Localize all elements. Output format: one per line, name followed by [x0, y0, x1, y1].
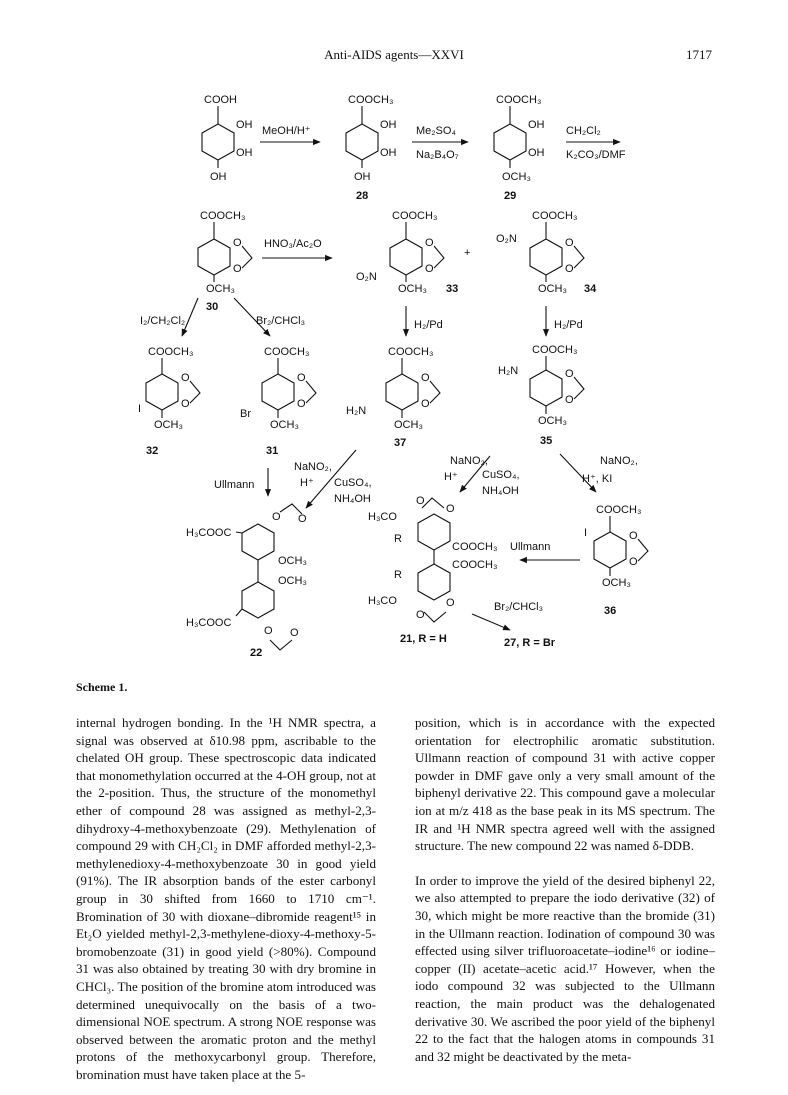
svg-text:O: O — [181, 372, 190, 384]
svg-text:O: O — [425, 237, 434, 249]
reagent-me2so4: Me₂SO₄ — [416, 125, 456, 137]
svg-text:OH: OH — [236, 119, 253, 131]
label-30: 30 — [206, 301, 219, 313]
svg-text:H⁺: H⁺ — [444, 471, 458, 483]
svg-text:OH: OH — [354, 171, 371, 183]
svg-text:O₂N: O₂N — [356, 271, 377, 283]
svg-text:O: O — [181, 398, 190, 410]
svg-text:NaNO₂,: NaNO₂, — [294, 461, 332, 473]
compound-36 — [584, 504, 648, 617]
arrow-bromination-2 — [472, 614, 510, 630]
svg-text:O: O — [425, 263, 434, 275]
label-34: 34 — [584, 283, 597, 295]
compound-32 — [138, 346, 200, 457]
reagent-hno3: HNO₃/Ac₂O — [264, 238, 322, 250]
label-28: 28 — [356, 190, 369, 202]
label-27: 27, R = Br — [504, 637, 556, 649]
svg-text:OCH₃: OCH₃ — [278, 555, 307, 567]
svg-text:R: R — [394, 569, 402, 581]
svg-text:COOCH₃: COOCH₃ — [200, 210, 246, 222]
reagent-ullmann-1: Ullmann — [214, 479, 255, 491]
left-paragraph: internal hydrogen bonding. In the ¹H NMR spectra, a signal was observed at δ10.98 ppm, ascribable to the chelated OH group. These spectroscopic data indicated that monomethylation occurred at the 4-OH group, not at the 2-position. Thus, the structure of the monomethyl ether of compound 28 was assigned as methyl-2,3-dihydroxy-4-methoxybenzoate (29). Methylenation of compound 29 with CH₂Cl₂ in DMF afforded methyl-2,3-methylenedioxy-4-methoxybenzoate 30 in good yield (91%). The IR absorption bands of the ester carbonyl group in 30 shifted from 1660 to 1710 cm⁻¹. Bromination of 30 with dioxane–dibromide reagent¹⁵ in Et₂O yielded methyl-2,3-methylene-dioxy-4-methoxy-5-bromobenzoate (31) in good yield (>80%). Compound 31 was also obtained by treating 30 with dry bromine in CHCl₃. The position of the bromine atom introduced was determined unequivocally on the basis of a two-dimensional NOE spectrum. A strong NOE response was observed between the aromatic proton and the methyl protons of the methoxycarbonyl group. Therefore, bromination must have taken place at the 5- — [76, 715, 376, 1082]
svg-text:H⁺: H⁺ — [300, 477, 314, 489]
svg-text:COOCH₃: COOCH₃ — [392, 210, 438, 222]
svg-text:O: O — [629, 556, 638, 568]
svg-text:O: O — [297, 372, 306, 384]
label-31: 31 — [266, 445, 279, 457]
svg-text:COOCH₃: COOCH₃ — [264, 346, 310, 358]
compound-29 — [494, 94, 545, 202]
svg-text:H₂N: H₂N — [346, 405, 367, 417]
compound-30 — [198, 210, 252, 313]
svg-text:R: R — [394, 533, 402, 545]
label-21: 21, R = H — [400, 633, 447, 645]
svg-text:OCH₃: OCH₃ — [538, 283, 567, 295]
reagent-br2-2: Br₂/CHCl₃ — [494, 601, 544, 613]
right-paragraph-2: In order to improve the yield of the desired biphenyl 22, we also attempted to prepare the iodo derivative (32) of 30, which might be more reactive than the bromide (31) in the Ullmann reaction. Iodination of compound 30 was effected using silver trifluoroacetate–iodine¹⁶ or iodine–copper (II) acetate–acetic acid.¹⁷ However, when the iodo compound 32 was subjected to the Ullmann reaction, the main product was the dehalogenated derivative 30. We ascribed the poor yield of the biphenyl 22 to the fact that the halogen atoms in compounds 31 and 32 might be deactivated by the meta- — [415, 872, 715, 1064]
svg-text:O: O — [298, 513, 307, 525]
svg-text:O: O — [416, 609, 425, 621]
svg-text:OCH₃: OCH₃ — [154, 419, 183, 431]
svg-text:OCH₃: OCH₃ — [538, 415, 567, 427]
svg-text:H₃COOC: H₃COOC — [186, 617, 232, 629]
svg-text:O: O — [233, 263, 242, 275]
reaction-scheme — [110, 84, 710, 674]
plus-sign: + — [464, 247, 471, 259]
svg-text:O: O — [272, 511, 281, 523]
svg-text:I: I — [584, 527, 588, 539]
svg-text:COOCH₃: COOCH₃ — [596, 504, 642, 516]
reagent-ch2cl2: CH₂Cl₂ — [566, 125, 601, 137]
label-32: 32 — [146, 445, 159, 457]
compound-34 — [496, 210, 597, 295]
compound-31 — [240, 346, 316, 457]
svg-text:COOCH₃: COOCH₃ — [496, 94, 542, 106]
scheme-caption: Scheme 1. — [76, 680, 128, 694]
svg-text:COOCH₃: COOCH₃ — [532, 344, 578, 356]
svg-text:O₂N: O₂N — [496, 233, 517, 245]
right-paragraph-1: position, which is in accordance with the expected orientation for electrophilic aromatic substitution. Ullmann reaction of compound 31 with active copper powder in DMF gave only a very small amount of the biphenyl derivative 22. This compound gave a molecular ion at m/z 418 as the base peak in its MS spectrum. The IR and ¹H NMR spectra agreed well with the assigned structure. The new compound 22 was named δ-DDB. — [415, 715, 715, 854]
svg-text:OH: OH — [528, 147, 545, 159]
svg-text:O: O — [416, 495, 425, 507]
svg-text:OH: OH — [528, 119, 545, 131]
svg-text:O: O — [264, 625, 273, 637]
compound-37 — [346, 346, 440, 449]
svg-text:O: O — [565, 263, 574, 275]
svg-text:O: O — [446, 597, 455, 609]
compound-21-27 — [368, 495, 550, 645]
svg-text:Br: Br — [240, 408, 251, 420]
svg-text:O: O — [446, 503, 455, 515]
label-29: 29 — [504, 190, 517, 202]
page-header — [0, 47, 788, 67]
reagent-meoh: MeOH/H⁺ — [262, 125, 311, 137]
svg-text:COOH: COOH — [204, 94, 237, 106]
svg-text:NaNO₂,: NaNO₂, — [600, 455, 638, 467]
svg-text:COOCH₃: COOCH₃ — [148, 346, 194, 358]
compound-33 — [356, 210, 458, 295]
svg-text:NH₄OH: NH₄OH — [482, 485, 519, 497]
svg-text:OCH₃: OCH₃ — [278, 575, 307, 587]
svg-text:CuSO₄,: CuSO₄, — [334, 477, 372, 489]
reagent-br2: Br₂/CHCl₃ — [256, 315, 306, 327]
svg-text:O: O — [565, 394, 574, 406]
svg-text:O: O — [421, 398, 430, 410]
page-number: 1717 — [686, 47, 712, 62]
svg-text:COOCH₃: COOCH₃ — [532, 210, 578, 222]
svg-text:H₃CO: H₃CO — [368, 511, 397, 523]
svg-text:O: O — [421, 372, 430, 384]
reagent-h2pd-1: H₂/Pd — [414, 319, 443, 331]
svg-text:O: O — [629, 530, 638, 542]
label-37: 37 — [394, 437, 407, 449]
running-title: Anti-AIDS agents—XXVI — [324, 47, 464, 62]
svg-text:OH: OH — [380, 147, 397, 159]
label-36: 36 — [604, 605, 617, 617]
svg-text:OCH₃: OCH₃ — [206, 283, 235, 295]
svg-text:H₃COOC: H₃COOC — [186, 527, 232, 539]
svg-text:OH: OH — [210, 171, 227, 183]
svg-text:NH₄OH: NH₄OH — [334, 493, 371, 505]
reagent-ullmann-2: Ullmann — [510, 541, 551, 553]
svg-text:O: O — [565, 368, 574, 380]
label-33: 33 — [446, 283, 459, 295]
svg-text:O: O — [290, 627, 299, 639]
svg-text:COOCH₃: COOCH₃ — [452, 559, 498, 571]
svg-text:OCH₃: OCH₃ — [394, 419, 423, 431]
compound-35 — [498, 344, 584, 447]
scheme-drawing — [110, 84, 710, 674]
svg-text:OH: OH — [236, 147, 253, 159]
label-35: 35 — [540, 435, 553, 447]
svg-text:O: O — [565, 237, 574, 249]
reagent-k2co3: K₂CO₃/DMF — [566, 149, 626, 161]
svg-text:O: O — [233, 237, 242, 249]
svg-text:CuSO₄,: CuSO₄, — [482, 469, 520, 481]
svg-text:OCH₃: OCH₃ — [270, 419, 299, 431]
svg-text:NaNO₂,: NaNO₂, — [450, 455, 488, 467]
svg-text:H₂N: H₂N — [498, 365, 519, 377]
reagent-i2: I₂/CH₂Cl₂ — [140, 315, 186, 327]
svg-text:H⁺, KI: H⁺, KI — [582, 473, 613, 485]
svg-text:O: O — [297, 398, 306, 410]
svg-text:COOCH₃: COOCH₃ — [388, 346, 434, 358]
svg-text:OH: OH — [380, 119, 397, 131]
compound-start — [202, 94, 253, 183]
svg-text:I: I — [138, 403, 142, 415]
reagent-h2pd-2: H₂/Pd — [554, 319, 583, 331]
right-column — [415, 714, 715, 1065]
compound-22 — [186, 504, 307, 659]
svg-text:COOCH₃: COOCH₃ — [348, 94, 394, 106]
svg-text:H₃CO: H₃CO — [368, 595, 397, 607]
compound-28 — [346, 94, 397, 202]
left-column — [76, 714, 376, 1083]
svg-text:COOCH₃: COOCH₃ — [452, 541, 498, 553]
svg-text:OCH₃: OCH₃ — [502, 171, 531, 183]
svg-text:OCH₃: OCH₃ — [398, 283, 427, 295]
svg-text:OCH₃: OCH₃ — [602, 577, 631, 589]
label-22: 22 — [250, 647, 263, 659]
reagent-na2b4o7: Na₂B₄O₇ — [416, 149, 459, 161]
